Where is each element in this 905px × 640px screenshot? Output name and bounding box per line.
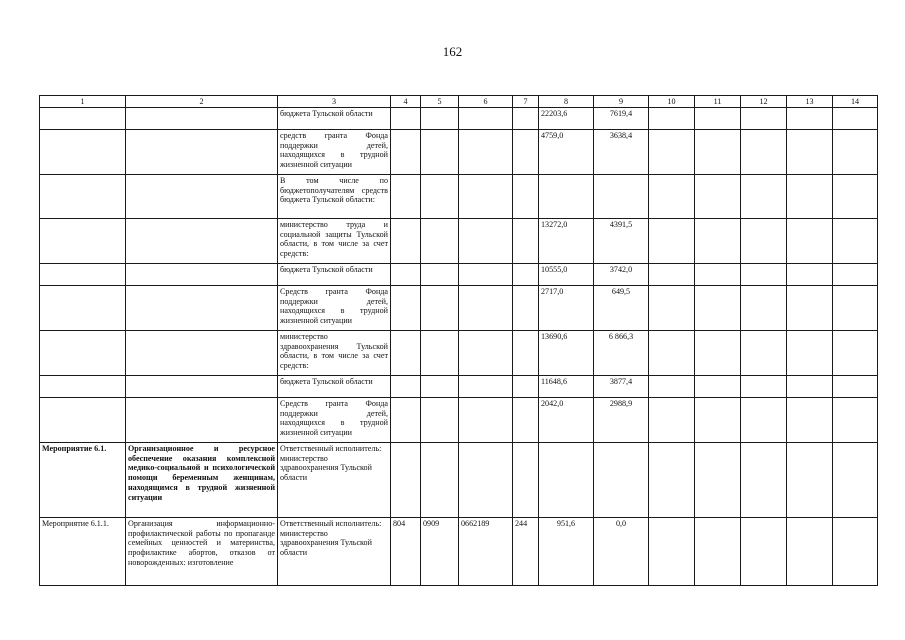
cell-code	[421, 286, 459, 331]
cell-value: 2717,0	[539, 286, 594, 331]
cell-event	[40, 398, 126, 443]
cell-value: 649,5	[594, 286, 649, 331]
page-number: 162	[442, 44, 463, 59]
cell-description	[126, 130, 278, 175]
column-header: 2	[126, 96, 278, 108]
cell-empty	[649, 376, 695, 398]
cell-code: 0662189	[459, 518, 513, 586]
cell-empty	[833, 175, 878, 219]
cell-empty	[649, 398, 695, 443]
cell-value: 6 866,3	[594, 331, 649, 376]
column-header: 10	[649, 96, 695, 108]
column-header: 11	[695, 96, 741, 108]
cell-code	[513, 108, 539, 130]
cell-code	[421, 219, 459, 264]
cell-event: Мероприятие 6.1.	[40, 443, 126, 518]
cell-value: 7619,4	[594, 108, 649, 130]
cell-empty	[833, 443, 878, 518]
cell-source: министерство здравоохранения Тульской области, в том числе за счет средств:	[278, 331, 391, 376]
cell-empty	[787, 264, 833, 286]
cell-empty	[649, 331, 695, 376]
column-header: 3	[278, 96, 391, 108]
cell-empty	[741, 331, 787, 376]
cell-code	[421, 175, 459, 219]
column-header: 9	[594, 96, 649, 108]
cell-empty	[787, 219, 833, 264]
cell-code	[391, 443, 421, 518]
cell-empty	[787, 376, 833, 398]
table-row	[40, 518, 878, 586]
cell-code	[459, 376, 513, 398]
cell-empty	[741, 219, 787, 264]
cell-empty	[741, 108, 787, 130]
cell-empty	[787, 398, 833, 443]
column-header: 1	[40, 96, 126, 108]
cell-value: 2988,9	[594, 398, 649, 443]
cell-empty	[787, 175, 833, 219]
cell-code	[421, 376, 459, 398]
cell-code: 244	[513, 518, 539, 586]
column-header: 8	[539, 96, 594, 108]
cell-empty	[695, 130, 741, 175]
table-row	[40, 219, 878, 264]
cell-empty	[649, 219, 695, 264]
cell-event: Мероприятие 6.1.1.	[40, 518, 126, 586]
cell-description: Организация информационно-профилактической работы по пропаганде семейных ценностей и материнства, профилактике абортов, отказов от новорожденных: изготовление	[126, 518, 278, 586]
cell-empty	[649, 175, 695, 219]
cell-empty	[649, 264, 695, 286]
cell-source: бюджета Тульской области	[278, 376, 391, 398]
cell-code: 0909	[421, 518, 459, 586]
cell-empty	[741, 398, 787, 443]
cell-code	[459, 264, 513, 286]
cell-empty	[833, 219, 878, 264]
cell-empty	[787, 518, 833, 586]
cell-empty	[695, 518, 741, 586]
cell-code	[391, 175, 421, 219]
header-row	[40, 96, 878, 108]
cell-empty	[787, 331, 833, 376]
cell-code	[513, 286, 539, 331]
cell-code	[513, 443, 539, 518]
table-row	[40, 331, 878, 376]
cell-source: В том числе по бюджетополучателям средств бюджета Тульской области:	[278, 175, 391, 219]
cell-empty	[695, 398, 741, 443]
cell-code	[391, 130, 421, 175]
cell-value: 3877,4	[594, 376, 649, 398]
cell-empty	[741, 443, 787, 518]
cell-empty	[833, 331, 878, 376]
cell-empty	[695, 108, 741, 130]
cell-source: министерство труда и социальной защиты Тульской области, в том числе за счет средств:	[278, 219, 391, 264]
table-row	[40, 376, 878, 398]
cell-empty	[787, 443, 833, 518]
cell-empty	[833, 398, 878, 443]
column-header: 12	[741, 96, 787, 108]
cell-code	[391, 331, 421, 376]
cell-event	[40, 376, 126, 398]
cell-code	[421, 130, 459, 175]
cell-code	[421, 331, 459, 376]
table-row	[40, 130, 878, 175]
cell-code	[421, 264, 459, 286]
cell-code	[459, 219, 513, 264]
cell-code	[421, 443, 459, 518]
cell-description	[126, 376, 278, 398]
cell-empty	[649, 443, 695, 518]
cell-event	[40, 219, 126, 264]
cell-empty	[787, 108, 833, 130]
cell-code	[459, 331, 513, 376]
cell-description	[126, 175, 278, 219]
cell-code	[459, 286, 513, 331]
cell-event	[40, 108, 126, 130]
cell-empty	[649, 130, 695, 175]
cell-empty	[833, 376, 878, 398]
cell-value: 951,6	[539, 518, 594, 586]
cell-value: 10555,0	[539, 264, 594, 286]
cell-value: 2042,0	[539, 398, 594, 443]
cell-code	[391, 376, 421, 398]
cell-empty	[649, 518, 695, 586]
cell-description: Организационное и ресурсное обеспечение оказания комплексной медико-социальной и психологической помощи беременным женщинам, находящимся в трудной жизненной ситуации	[126, 443, 278, 518]
cell-description	[126, 108, 278, 130]
cell-empty	[833, 286, 878, 331]
column-header: 14	[833, 96, 878, 108]
cell-empty	[741, 175, 787, 219]
table-row	[40, 286, 878, 331]
cell-source: бюджета Тульской области	[278, 108, 391, 130]
table-row	[40, 264, 878, 286]
cell-code	[391, 108, 421, 130]
column-header: 4	[391, 96, 421, 108]
column-header: 13	[787, 96, 833, 108]
cell-source: Ответственный исполнитель: министерство здравоохранения Тульской области	[278, 518, 391, 586]
cell-code: 804	[391, 518, 421, 586]
cell-value: 13272,0	[539, 219, 594, 264]
cell-code	[459, 398, 513, 443]
cell-value: 4759,0	[539, 130, 594, 175]
cell-event	[40, 264, 126, 286]
cell-empty	[695, 376, 741, 398]
cell-code	[513, 376, 539, 398]
cell-source: средств гранта Фонда поддержки детей, находящихся в трудной жизненной ситуации	[278, 130, 391, 175]
cell-source: Средств гранта Фонда поддержки детей, находящихся в трудной жизненной ситуации	[278, 398, 391, 443]
cell-code	[513, 331, 539, 376]
cell-code	[459, 443, 513, 518]
cell-code	[459, 130, 513, 175]
cell-value: 3742,0	[594, 264, 649, 286]
cell-empty	[787, 286, 833, 331]
column-header: 5	[421, 96, 459, 108]
cell-event	[40, 130, 126, 175]
cell-code	[513, 130, 539, 175]
cell-value: 4391,5	[594, 219, 649, 264]
table-row	[40, 443, 878, 518]
budget-table	[39, 95, 878, 586]
cell-event	[40, 331, 126, 376]
cell-description	[126, 331, 278, 376]
cell-value: 13690,6	[539, 331, 594, 376]
cell-empty	[833, 130, 878, 175]
cell-empty	[741, 376, 787, 398]
cell-empty	[695, 175, 741, 219]
cell-value: 0,0	[594, 518, 649, 586]
cell-value: 3638,4	[594, 130, 649, 175]
cell-code	[421, 398, 459, 443]
cell-description	[126, 286, 278, 331]
cell-empty	[695, 219, 741, 264]
table-row	[40, 108, 878, 130]
cell-source: Ответственный исполнитель: министерство здравоохранения Тульской области	[278, 443, 391, 518]
cell-code	[459, 108, 513, 130]
cell-empty	[741, 130, 787, 175]
cell-empty	[833, 518, 878, 586]
cell-code	[421, 108, 459, 130]
cell-value	[539, 443, 594, 518]
cell-code	[391, 264, 421, 286]
column-header: 6	[459, 96, 513, 108]
cell-empty	[649, 108, 695, 130]
cell-code	[513, 175, 539, 219]
cell-empty	[787, 130, 833, 175]
table-row	[40, 398, 878, 443]
cell-empty	[695, 264, 741, 286]
cell-empty	[741, 286, 787, 331]
cell-code	[513, 398, 539, 443]
cell-event	[40, 286, 126, 331]
cell-code	[459, 175, 513, 219]
column-header: 7	[513, 96, 539, 108]
cell-empty	[741, 518, 787, 586]
cell-code	[391, 398, 421, 443]
cell-description	[126, 398, 278, 443]
cell-empty	[649, 286, 695, 331]
cell-event	[40, 175, 126, 219]
cell-code	[391, 219, 421, 264]
cell-value	[539, 175, 594, 219]
cell-code	[513, 219, 539, 264]
cell-description	[126, 264, 278, 286]
cell-description	[126, 219, 278, 264]
cell-value: 22203,6	[539, 108, 594, 130]
cell-empty	[833, 108, 878, 130]
cell-empty	[741, 264, 787, 286]
cell-source: Средств гранта Фонда поддержки детей, находящихся в трудной жизненной ситуации	[278, 286, 391, 331]
cell-code	[391, 286, 421, 331]
cell-empty	[695, 443, 741, 518]
cell-code	[513, 264, 539, 286]
cell-value	[594, 443, 649, 518]
cell-empty	[833, 264, 878, 286]
cell-empty	[695, 331, 741, 376]
table-row	[40, 175, 878, 219]
cell-value: 11648,6	[539, 376, 594, 398]
cell-source: бюджета Тульской области	[278, 264, 391, 286]
cell-empty	[695, 286, 741, 331]
cell-value	[594, 175, 649, 219]
